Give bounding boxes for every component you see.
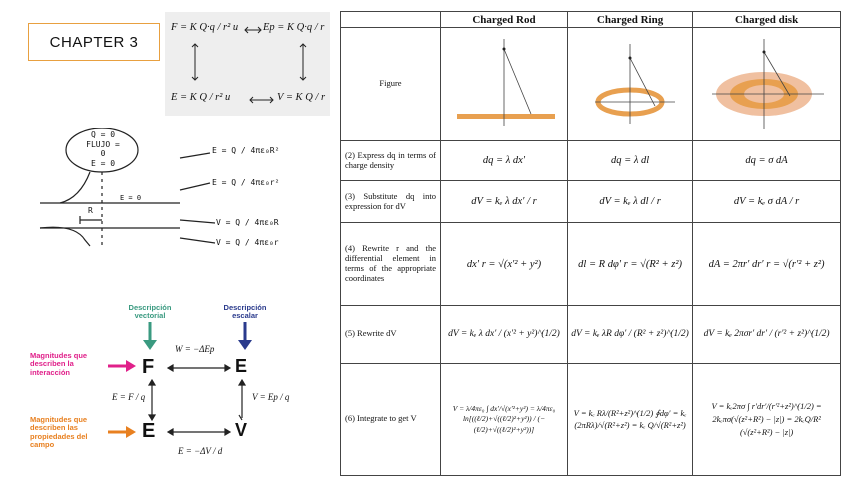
table-header-rod: Charged Rod	[441, 12, 568, 28]
ring-figure	[567, 28, 692, 141]
rod-figure-icon	[449, 34, 559, 134]
sketch-v-surface: V = Q / 4πε₀R	[216, 218, 279, 227]
map-arrows	[30, 300, 330, 470]
w-equation: W = −ΔEp	[175, 344, 215, 354]
table-row	[341, 305, 841, 363]
relations-arrows	[165, 12, 330, 116]
row-label: (6) Integrate to get V	[341, 363, 441, 475]
table-header-disk: Charged disk	[693, 12, 841, 28]
disk-figure-icon	[702, 34, 832, 134]
e-dv-equation: E = −ΔV / d	[178, 446, 223, 456]
sketch-e-surface: E = Q / 4πε₀R²	[212, 146, 280, 155]
sketch-v-outside: V = Q / 4πε₀r	[216, 238, 279, 247]
ring-cell: V = kₑ Rλ/(R²+z²)^(1/2) ∮dφ′ = kₑ (2πRλ)/√(R²+z²) = kₑ Q/√(R²+z²)	[567, 363, 692, 475]
row-label: (4) Rewrite r and the differential element in terms of the appropriate coordinates	[341, 223, 441, 305]
potential-equation: V = K Q / r	[277, 92, 326, 103]
v-node: V	[235, 420, 248, 440]
chapter-title: CHAPTER 3	[28, 23, 160, 61]
ring-cell: dq = λ dl	[567, 141, 692, 181]
disk-figure	[693, 28, 841, 141]
mag-propiedades-label: Magnitudes que describen las propiedades del campo	[30, 415, 88, 449]
table-header-ring: Charged Ring	[567, 12, 692, 28]
rod-cell: V = λ/4πε₀ ∫ dx′/√(x′²+y²) = λ/4πε₀ ln[((ℓ/2)+√((ℓ/2)²+y²)) / (−(ℓ/2)+√((ℓ/2)²+y²))]	[441, 363, 568, 475]
sketch-r-label: R	[88, 206, 93, 215]
ep-node: E	[235, 356, 248, 376]
potential-energy-equation: Ep = K Q·q / r	[263, 22, 325, 33]
sketch-e-outside: E = Q / 4πε₀r²	[212, 178, 280, 187]
ring-figure-icon	[575, 34, 685, 134]
v-ep-equation: V = Ep / q	[252, 392, 290, 402]
row-label: (2) Express dq in terms of charge density	[341, 141, 441, 181]
disk-cell: dV = kₑ σ dA / r	[693, 181, 841, 223]
disk-cell: dq = σ dA	[693, 141, 841, 181]
rod-cell: dx′ r = √(x′² + y²)	[441, 223, 568, 305]
force-equation: F = K Q·q / r² u	[171, 22, 239, 33]
disk-cell: dA = 2πr′ dr′ r = √(r′² + z²)	[693, 223, 841, 305]
e-f-equation: E = F / q	[112, 392, 146, 402]
mag-interaccion-label: Magnitudes que describen la interacción	[30, 351, 88, 377]
table-row	[341, 223, 841, 305]
concept-map	[30, 300, 330, 470]
sketch-q: Q = 0	[90, 130, 116, 139]
table-row	[341, 181, 841, 223]
row-label: Figure	[341, 28, 441, 141]
table-row	[341, 28, 841, 141]
table-row	[341, 363, 841, 475]
potential-table	[340, 11, 841, 476]
field-equation: E = K Q / r² u	[171, 92, 231, 103]
e-node: E	[142, 420, 156, 442]
table-header-row	[341, 12, 841, 28]
desc-escalar-label: Descripción escalar	[223, 303, 267, 321]
fe-node: F	[142, 356, 155, 378]
ring-cell: dV = kₑ λR dφ′ / (R² + z²)^(1/2)	[567, 305, 692, 363]
sketch-e-inside: E = 0	[90, 158, 116, 168]
disk-cell: V = kₑ2πσ ∫ r′dr′/(r′²+z²)^(1/2) = 2kₑπσ(√(z²+R²) − |z|) = 2kₑQ/R² (√(z²+R²) − |z|)	[693, 363, 841, 475]
disk-cell: dV = kₑ 2πσr′ dr′ / (r′² + z²)^(1/2)	[693, 305, 841, 363]
table-header-blank	[341, 12, 441, 28]
desc-vectorial-label: Descripción vectorial	[128, 303, 172, 321]
rod-figure	[441, 28, 568, 141]
sketch-e-label: E = 0	[120, 194, 142, 202]
handwritten-sketch	[30, 128, 298, 260]
relations-diagram	[165, 12, 330, 116]
ring-cell: dV = kₑ λ dl / r	[567, 181, 692, 223]
row-label: (3) Substitute dq into expression for dV	[341, 181, 441, 223]
row-label: (5) Rewrite dV	[341, 305, 441, 363]
rod-cell: dV = kₑ λ dx′ / (x′² + y²)^(1/2)	[441, 305, 568, 363]
rod-cell: dV = kₑ λ dx′ / r	[441, 181, 568, 223]
ring-cell: dl = R dφ′ r = √(R² + z²)	[567, 223, 692, 305]
sketch-flux: FLUJO = 0	[86, 139, 120, 159]
rod-cell: dq = λ dx′	[441, 141, 568, 181]
table-row	[341, 141, 841, 181]
